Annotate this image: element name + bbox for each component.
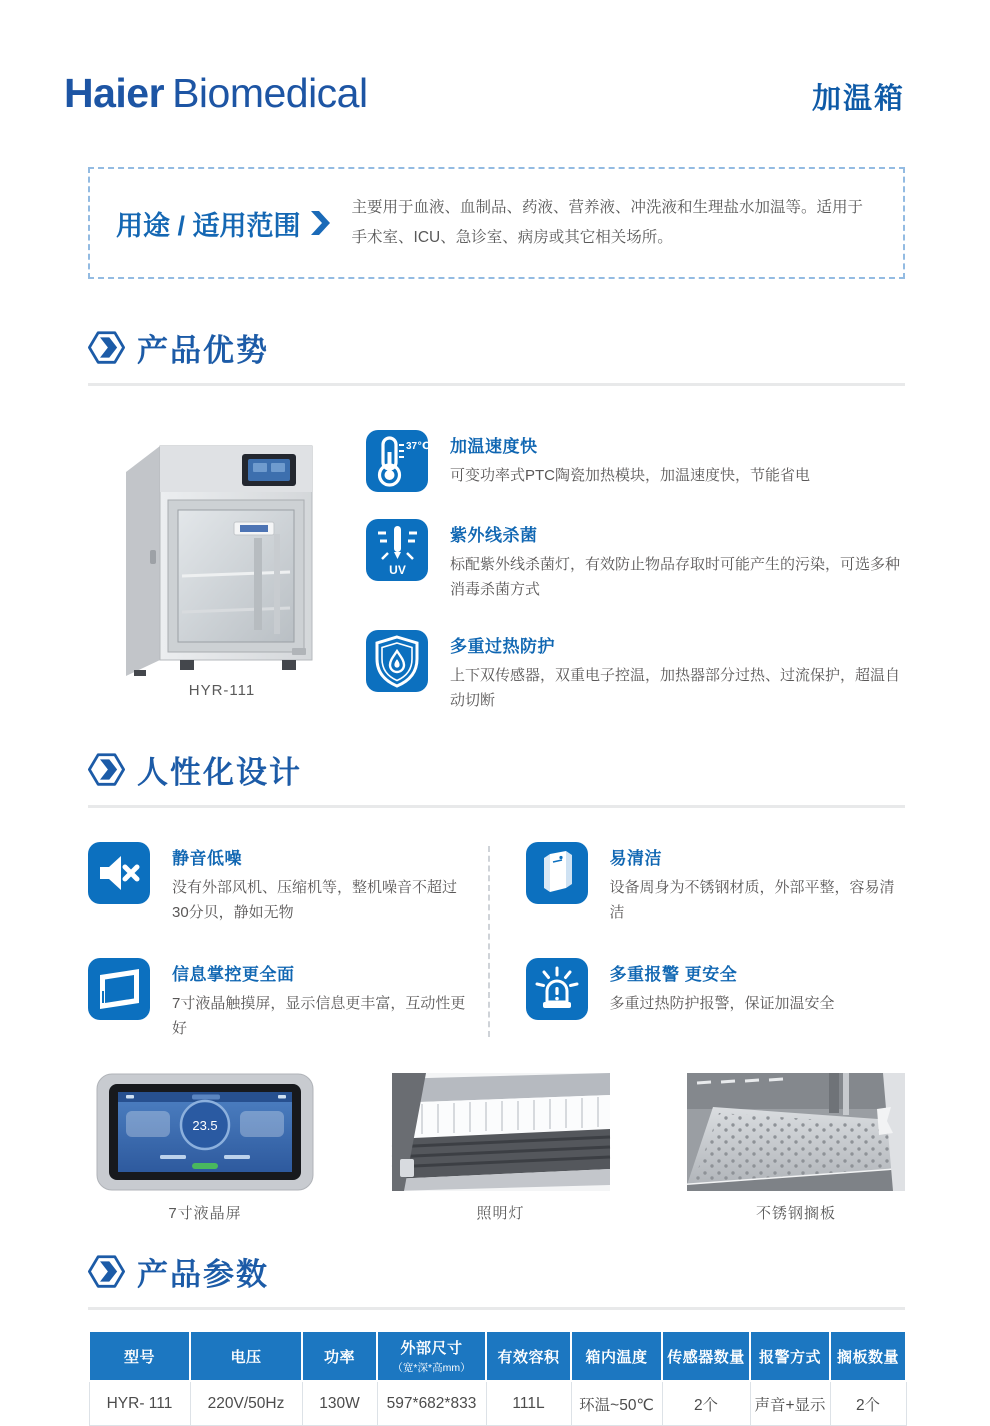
dashed-divider [488,846,490,1037]
feature-title: 多重过热防护 [450,636,555,656]
feature-title: 信息掌控更全面 [172,964,295,984]
uv-lamp-icon [366,519,428,581]
hexagon-chevron-icon [88,1253,125,1290]
col-model: 型号 [89,1331,190,1381]
feature-description: 上下双传感器，双重电子控温，加热器部分过热、过流保护，超温自动切断 [450,666,901,709]
cell-alarm: 声音+显示 [750,1381,830,1425]
usage-scope-description: 主要用于血液、血制品、药液、营养液、冲洗液和生理盐水加温等。适用于手术室、ICU、急诊室、病房或其它相关场所。 [351,199,864,247]
dimensions-note: （宽*深*高mm） [392,1362,471,1375]
shield-flame-icon [366,630,428,692]
feature-title: 加温速度快 [450,437,538,457]
section-design-title: 人性化设计 [137,755,302,791]
svg-text:37℃: 37℃ [406,441,430,453]
usage-scope-box [88,167,905,279]
photo-caption: 7寸液晶屏 [168,1205,242,1223]
feature-description: 多重过热防护报警，保证加温安全 [609,994,835,1012]
usage-scope-title: 用途 / 适用范围 [116,204,330,243]
col-dimensions: 外部尺寸 （宽*深*高mm） [377,1331,486,1381]
cell-sensors: 2个 [662,1381,750,1425]
feature-title: 静音低噪 [172,849,242,869]
page-header [0,0,990,117]
logo-biomedical-text: Biomedical [172,70,368,116]
feature-description: 标配紫外线杀菌灯，有效防止物品存取时可能产生的污染，可选多种消毒杀菌方式 [450,556,901,599]
table-header-row [89,1331,906,1381]
light-figure [392,1073,610,1223]
alarm-beacon-icon [526,958,588,1020]
section-parameters-title: 产品参数 [137,1257,269,1293]
detail-photos-row [96,1073,905,1223]
cell-dimensions: 597*682*833 [377,1381,486,1425]
feature-description: 没有外部风机、压缩机等，整机噪音不超过30分贝，静如无物 [172,879,458,922]
col-shelves: 搁板数量 [830,1331,906,1381]
product-photo-figure [96,426,348,713]
haier-biomedical-logo [64,70,368,117]
cell-power: 130W [302,1381,377,1425]
lcd-screen-figure [96,1073,314,1223]
cell-capacity: 111L [486,1381,571,1425]
advantages-content [96,426,905,713]
logo-haier-text: Haier [64,70,165,116]
table-row [89,1381,906,1425]
hexagon-chevron-icon [88,751,125,788]
product-model-caption: HYR-111 [188,682,256,700]
stainless-shelf-photo [687,1073,905,1191]
col-voltage: 电压 [190,1331,302,1381]
advantages-list [366,426,905,713]
col-capacity: 有效容积 [486,1331,571,1381]
feature-description: 设备周身为不锈钢材质，外部平整，容易清洁 [609,879,895,922]
feature-multi-alarm [526,958,906,1042]
feature-description: 7寸液晶触摸屏，显示信息更丰富，互动性更好 [172,994,466,1037]
photo-caption: 照明灯 [476,1205,525,1223]
feature-touchscreen-info [88,958,468,1042]
speaker-mute-icon [88,842,150,904]
touchscreen-icon [88,958,150,1020]
cell-temperature: 环温~50℃ [571,1381,662,1425]
cell-model: HYR- 111 [89,1381,190,1425]
feature-title: 易清洁 [609,849,662,869]
section-design-header [88,747,905,808]
col-alarm: 报警方式 [750,1331,830,1381]
cabinet-icon [526,842,588,904]
feature-low-noise [88,842,468,926]
thermometer-icon [366,430,428,492]
feature-description: 可变功率式PTC陶瓷加热模块，加温速度快，节能省电 [450,467,811,485]
cell-voltage: 220V/50Hz [190,1381,302,1425]
interior-light-photo [392,1073,610,1191]
design-features-grid [88,842,905,1041]
col-sensors: 传感器数量 [662,1331,750,1381]
lcd-screen-photo [96,1073,314,1191]
feature-overheat-protect [366,630,905,714]
feature-easy-clean [526,842,906,926]
hexagon-chevron-icon [88,329,125,366]
col-power: 功率 [302,1331,377,1381]
page-title: 加温箱 [811,83,905,115]
svg-text:UV: UV [389,563,406,578]
feature-title: 多重报警 更安全 [609,964,738,984]
section-advantages-title: 产品优势 [137,333,269,369]
section-parameters-header [88,1249,905,1310]
cell-shelves: 2个 [830,1381,906,1425]
photo-caption: 不锈钢搁板 [755,1205,836,1223]
section-advantages-header [88,325,905,386]
svg-text:23.5: 23.5 [192,1118,218,1134]
chevron-right-arrow-icon [311,211,330,235]
parameters-table [88,1330,907,1426]
col-temperature: 箱内温度 [571,1331,662,1381]
feature-fast-heating [366,430,905,492]
shelf-figure [687,1073,905,1223]
feature-title: 紫外线杀菌 [450,526,538,546]
warming-cabinet-photo [96,426,336,676]
feature-uv-sterilize [366,519,905,603]
